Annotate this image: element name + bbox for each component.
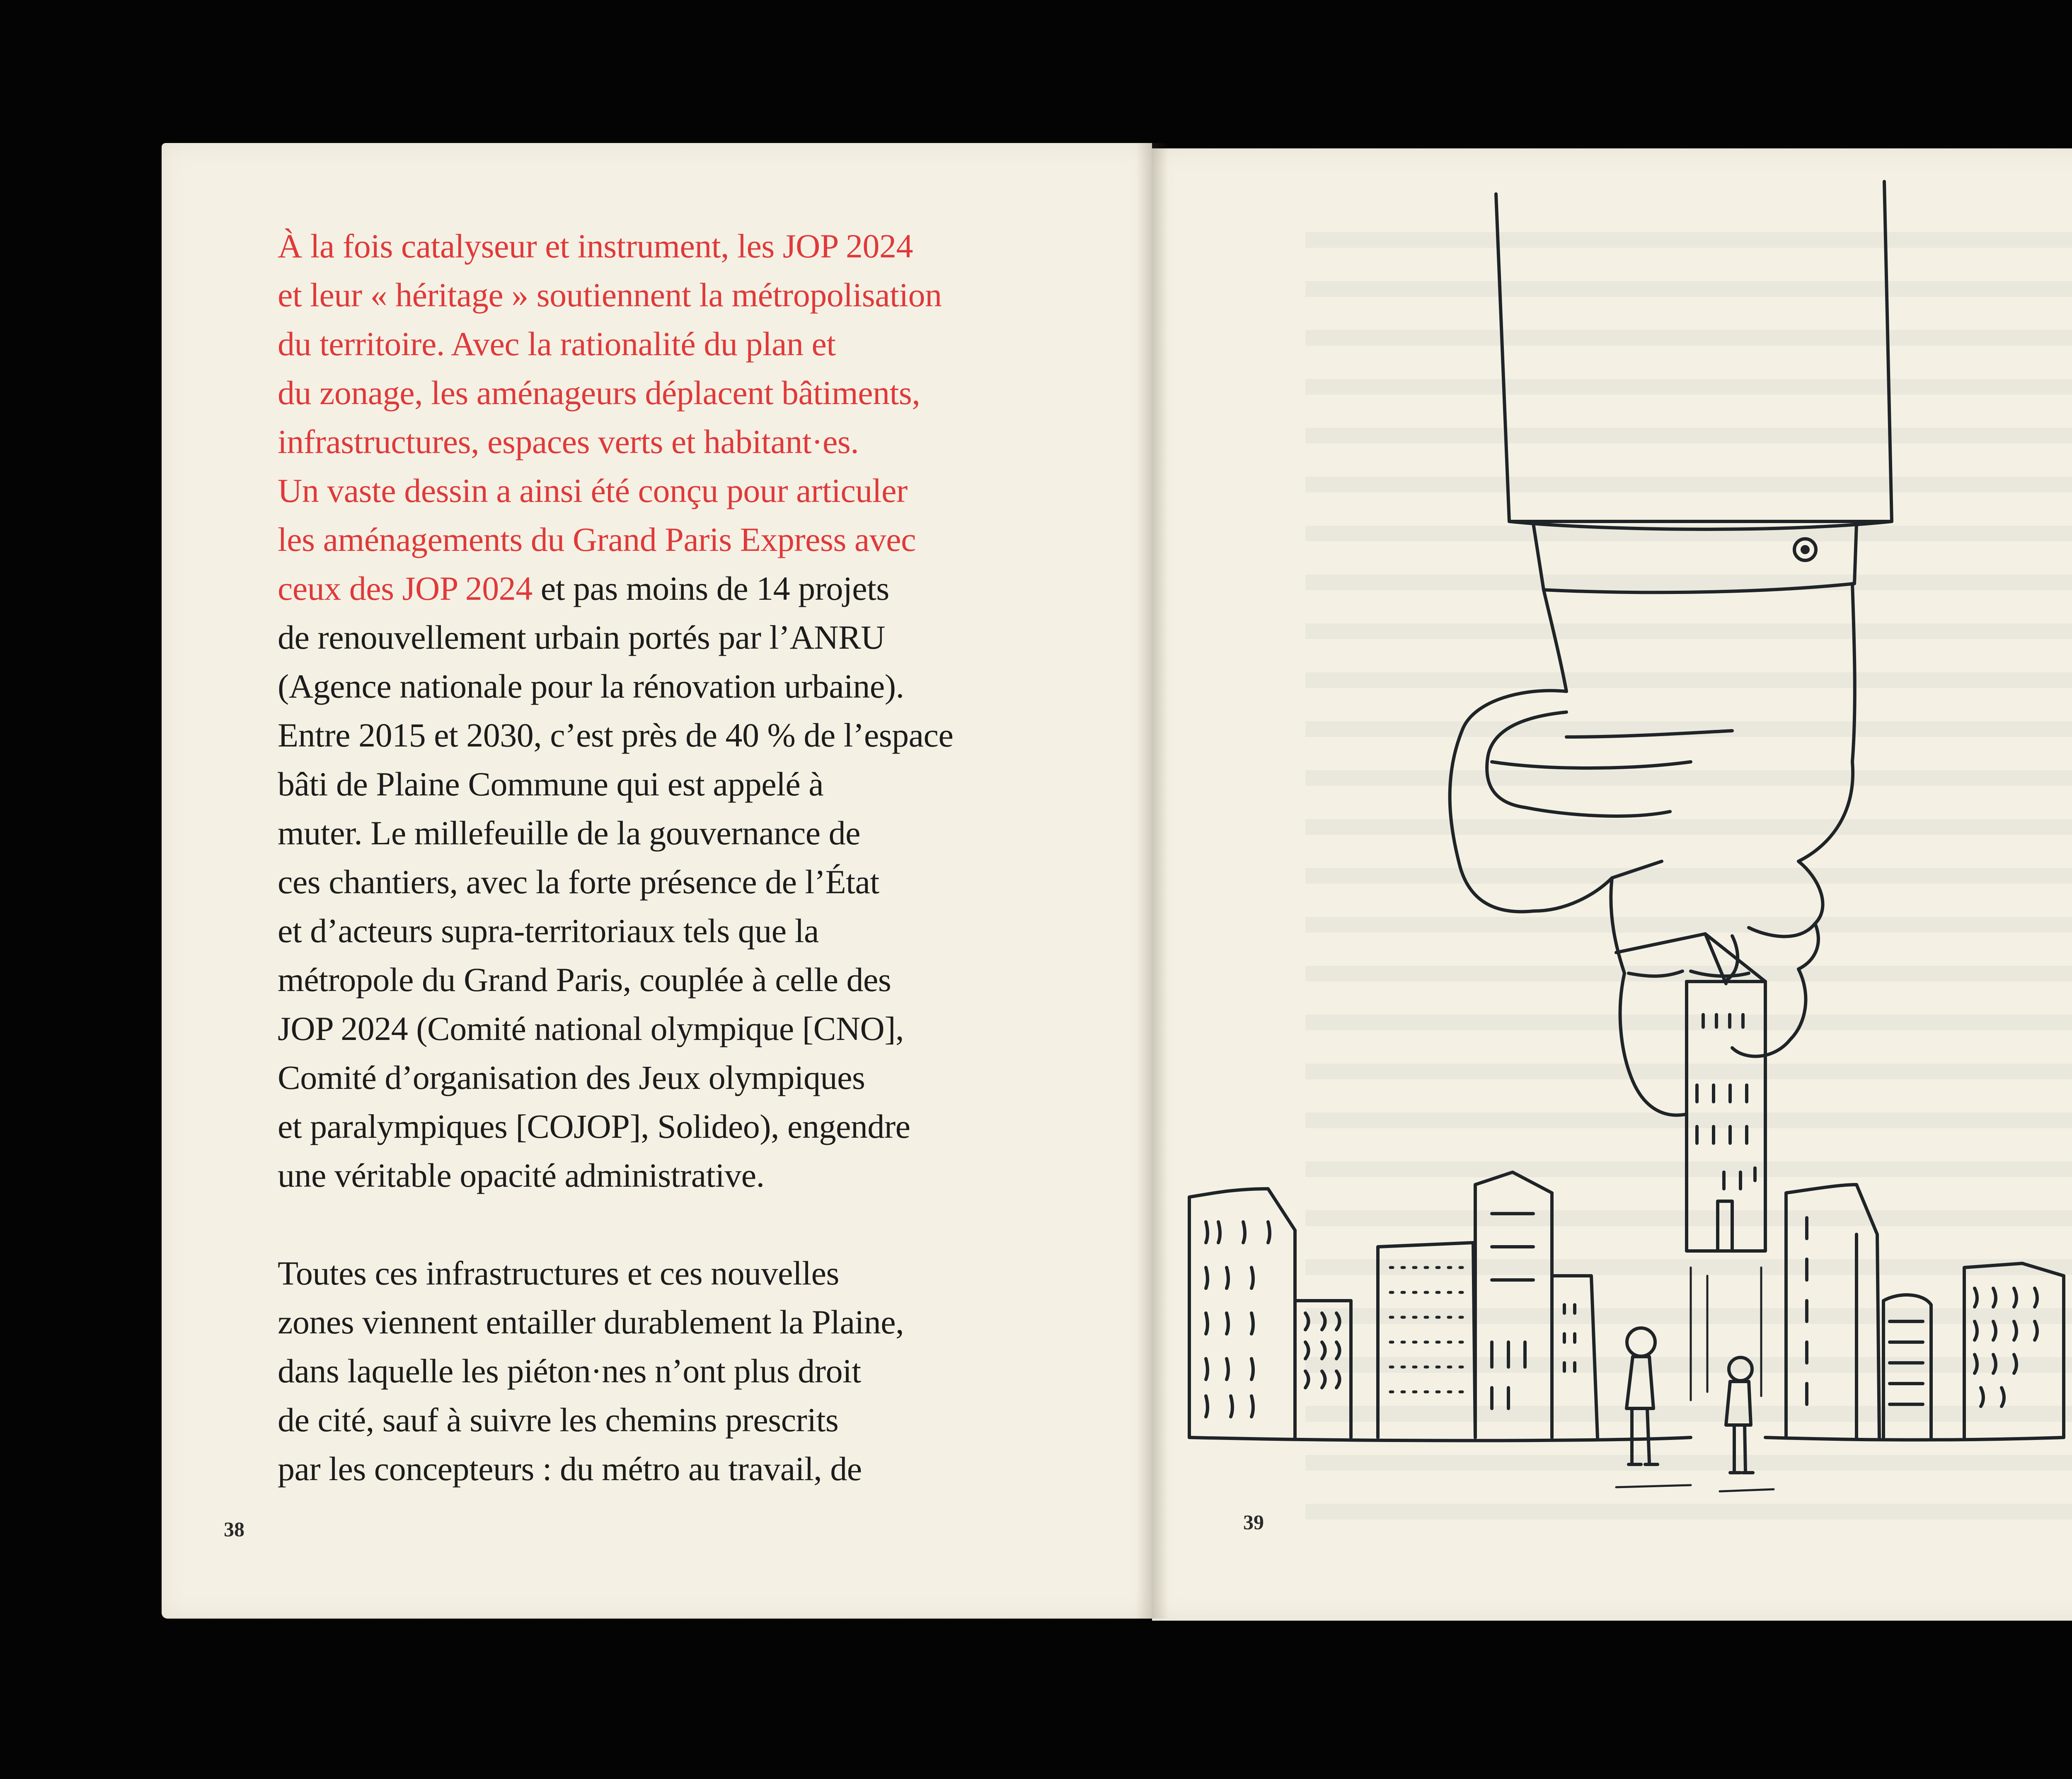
paragraph-1 bbox=[278, 222, 1032, 1200]
page-number-right: 39 bbox=[1243, 1510, 1264, 1534]
paragraph-1-continuation: et pas moins de 14 projets de renouvellement urbain portés par l’ANRU (Agence nationale pour la rénovation urbaine). Entre 2015 et 2030, c’est près de 40 % de l’espace bâti de Plaine Commune qui est appelé à muter. Le millefeuille de la gouvernance de ces chantiers, avec la forte présence de l’État et d’acteurs supra-territoriaux tels que la métropole du Grand Paris, couplée à celle des JOP 2024 (Comité national olympique [CNO], Comité d’organisation des Jeux olympiques et paralympiques [COJOP], Solideo), engendre une véritable opacité administrative. bbox=[278, 570, 954, 1194]
vacated-lot bbox=[1691, 1268, 1761, 1400]
figures bbox=[1616, 1328, 1774, 1491]
body-text bbox=[278, 222, 1032, 1493]
sleeve bbox=[1496, 182, 1892, 529]
cuff bbox=[1533, 524, 1857, 592]
hand-lifting-building-illustration bbox=[1152, 148, 2072, 1621]
page-number-left: 38 bbox=[224, 1517, 244, 1541]
paragraph-2: Toutes ces infrastructures et ces nouvelles zones viennent entailler durablement la Plaine, dans laquelle les piéton·nes n’ont plus droit de cité, sauf à suivre les chemins prescrits par les concepteurs : du métro au travail, de bbox=[278, 1254, 904, 1488]
highlighted-text: À la fois catalyseur et instrument, les JOP 2024 et leur « héritage » soutiennent la métropolisation du territoire. Avec la rationalité du plan et du zonage, les aménageurs déplacent bâtiments, infrastructures, espaces verts et habitant·es. Un vaste dessin a ainsi été conçu pour articuler les aménagements du Grand Paris Express avec ceux des JOP 2024 bbox=[278, 227, 942, 607]
hand bbox=[1450, 584, 1855, 1115]
